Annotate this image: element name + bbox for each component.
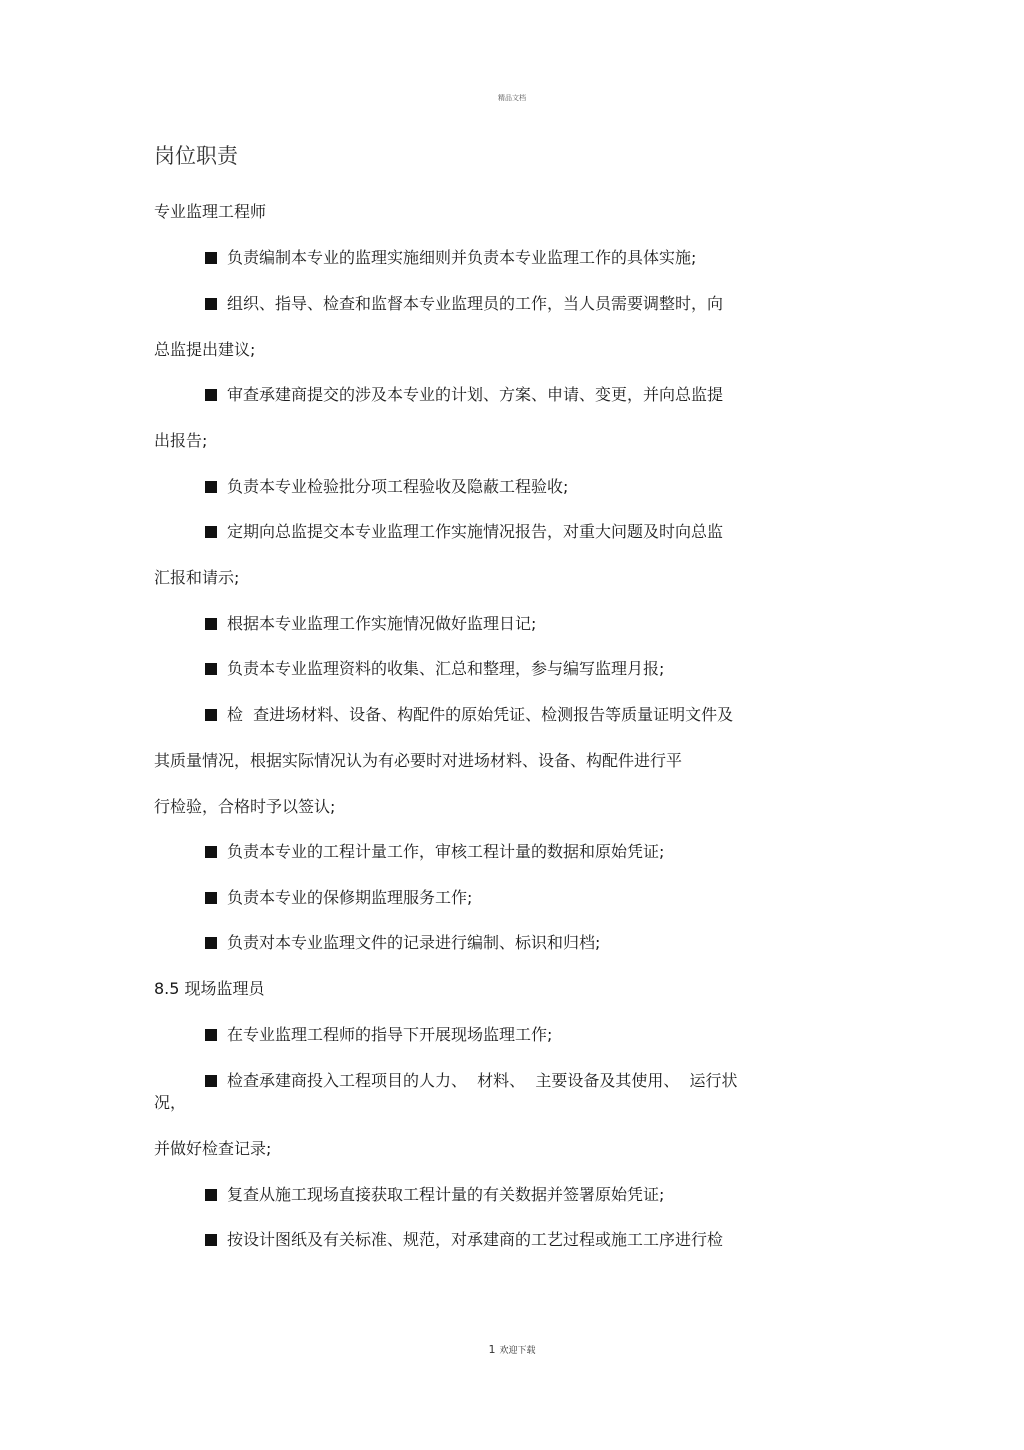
text-line: 况，	[154, 1093, 187, 1112]
text-line: 汇报和请示;	[154, 568, 240, 587]
bullet-item: 定期向总监提交本专业监理工作实施情况报告，对重大问题及时向总监	[205, 522, 723, 542]
square-bullet-icon	[205, 252, 217, 264]
bullet-item: 负责本专业的保修期监理服务工作;	[205, 888, 472, 908]
bullet-item: 在专业监理工程师的指导下开展现场监理工作;	[205, 1025, 552, 1045]
square-bullet-icon	[205, 709, 217, 721]
header-note: 精品文档	[498, 94, 526, 102]
square-bullet-icon	[205, 618, 217, 630]
square-bullet-icon	[205, 298, 217, 310]
bullet-item: 复查从施工现场直接获取工程计量的有关数据并签署原始凭证;	[205, 1185, 664, 1205]
section-heading: 8.5 现场监理员	[154, 979, 265, 998]
footer-text: 欢迎下载	[499, 1346, 536, 1356]
section-heading: 专业监理工程师	[154, 202, 267, 221]
bullet-item: 检查承建商投入工程项目的人力、 材料、 主要设备及其使用、 运行状	[205, 1071, 738, 1091]
bullet-item: 负责本专业的工程计量工作，审核工程计量的数据和原始凭证;	[205, 842, 664, 862]
text-line: 并做好检查记录;	[154, 1139, 272, 1158]
bullet-item: 按设计图纸及有关标准、规范，对承建商的工艺过程或施工工序进行检	[205, 1230, 723, 1250]
text-line: 总监提出建议;	[154, 340, 256, 359]
square-bullet-icon	[205, 892, 217, 904]
page-number: 1	[488, 1343, 496, 1356]
square-bullet-icon	[205, 1234, 217, 1246]
bullet-item: 检 查进场材料、设备、构配件的原始凭证、检测报告等质量证明文件及	[205, 705, 733, 725]
square-bullet-icon	[205, 846, 217, 858]
text-line: 出报告;	[154, 431, 208, 450]
text-line: 其质量情况，根据实际情况认为有必要时对进场材料、设备、构配件进行平	[154, 751, 683, 770]
bullet-item: 审查承建商提交的涉及本专业的计划、方案、申请、变更，并向总监提	[205, 385, 723, 405]
page-title: 岗位职责	[154, 144, 238, 168]
text-line: 行检验，合格时予以签认;	[154, 797, 336, 816]
bullet-item: 负责本专业监理资料的收集、汇总和整理，参与编写监理月报;	[205, 659, 664, 679]
square-bullet-icon	[205, 937, 217, 949]
square-bullet-icon	[205, 481, 217, 493]
square-bullet-icon	[205, 1189, 217, 1201]
bullet-item: 负责编制本专业的监理实施细则并负责本专业监理工作的具体实施;	[205, 248, 696, 268]
bullet-item: 组织、指导、检查和监督本专业监理员的工作，当人员需要调整时，向	[205, 294, 723, 314]
page-footer	[0, 1343, 1024, 1356]
square-bullet-icon	[205, 1075, 217, 1087]
bullet-item: 负责对本专业监理文件的记录进行编制、标识和归档;	[205, 933, 600, 953]
bullet-item: 负责本专业检验批分项工程验收及隐蔽工程验收;	[205, 477, 568, 497]
square-bullet-icon	[205, 663, 217, 675]
bullet-item: 根据本专业监理工作实施情况做好监理日记;	[205, 614, 536, 634]
square-bullet-icon	[205, 389, 217, 401]
square-bullet-icon	[205, 1029, 217, 1041]
square-bullet-icon	[205, 526, 217, 538]
